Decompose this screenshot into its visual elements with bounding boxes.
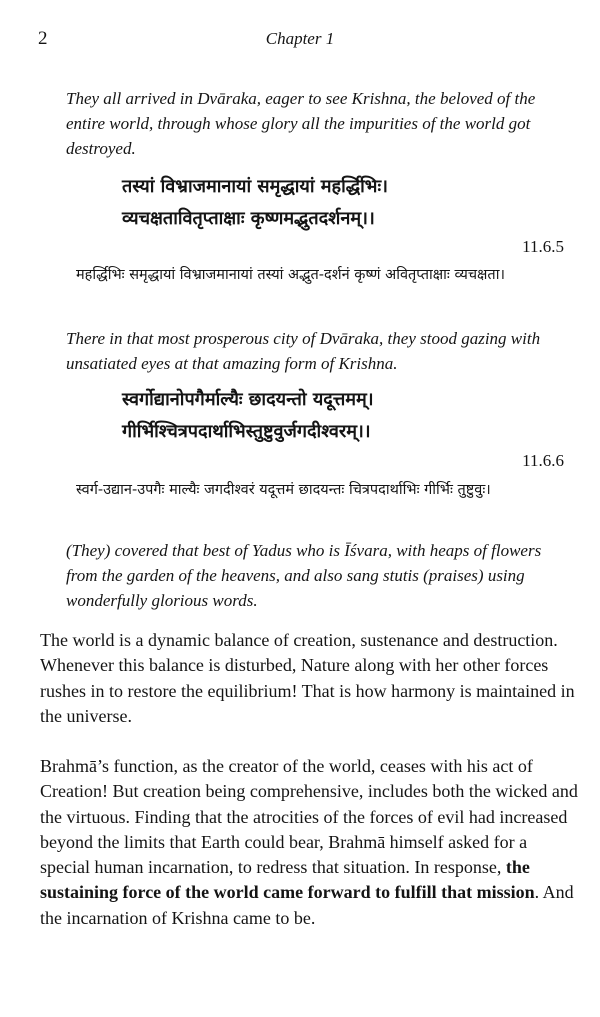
verse-line: गीर्भिश्चित्रपदार्थाभिस्तुष्टुवुर्जगदीश्वरम्।। [122, 421, 371, 442]
paragraph-text: . And the incarnation of Krishna came to be. [40, 882, 574, 928]
word-split-11-6-6: स्वर्ग-उद्यान-उपगैः माल्यैः जगदीश्वरं यदूत्तमं छादयन्तः चित्रपदार्थाभिः गीर्भिः तुष्टुवुः। [76, 482, 491, 498]
verse-11-6-5 [122, 171, 552, 235]
verse-11-6-6 [122, 384, 552, 448]
verse-reference: 11.6.5 [522, 237, 564, 256]
verse-line: व्यचक्षतावितृप्ताक्षाः कृष्णमद्भुतदर्शनम्।। [122, 208, 375, 229]
verse-line: स्वर्गोद्यानोपगैर्माल्यैः छादयन्तो यदूत्तमम्। [122, 389, 374, 410]
translation-3: (They) covered that best of Yadus who is Īśvara, with heaps of flowers from the garden of the heavens, and also sang stutis (praises) using wonderfully glorious words. [66, 541, 542, 610]
body-paragraph-1: The world is a dynamic balance of creation, sustenance and destruction. Whenever this balance is disturbed, Nature along with her other forces rushes in to restore the equilibrium! That is how harmony is maintained in the universe. [40, 630, 575, 726]
page-number: 2 [38, 28, 48, 49]
emphasis-text: the sustaining force of the world came forward to fulfill that mission [40, 857, 535, 903]
page-header [38, 28, 562, 50]
verse-line: तस्यां विभ्राजमानायां समृद्धायां महर्द्धिभिः। [122, 176, 388, 197]
paragraph-text: Brahmā’s function, as the creator of the world, ceases with his act of Creation! But creation being comprehensive, includes both the wicked and the virtuous. Finding that the atrocities of the forces of evil had increased beyond the limits that Earth could bear, Brahmā himself asked for a special human incarnation, to redress that situation. In response, [40, 756, 578, 878]
translation-2: There in that most prosperous city of Dvāraka, they stood gazing with unsatiated eyes at that amazing form of Krishna. [66, 329, 541, 373]
running-head: Chapter 1 [265, 29, 335, 48]
verse-reference: 11.6.6 [522, 451, 564, 470]
translation-1: They all arrived in Dvāraka, eager to see Krishna, the beloved of the entire world, through whose glory all the impurities of the world got destroyed. [66, 89, 536, 158]
word-split-11-6-5: महर्द्धिभिः समृद्धायां विभ्राजमानायां तस्यां अद्भुत-दर्शनं कृष्णं अवितृप्ताक्षाः व्यचक्षता। [76, 267, 505, 283]
body-paragraph-2 [40, 754, 580, 931]
